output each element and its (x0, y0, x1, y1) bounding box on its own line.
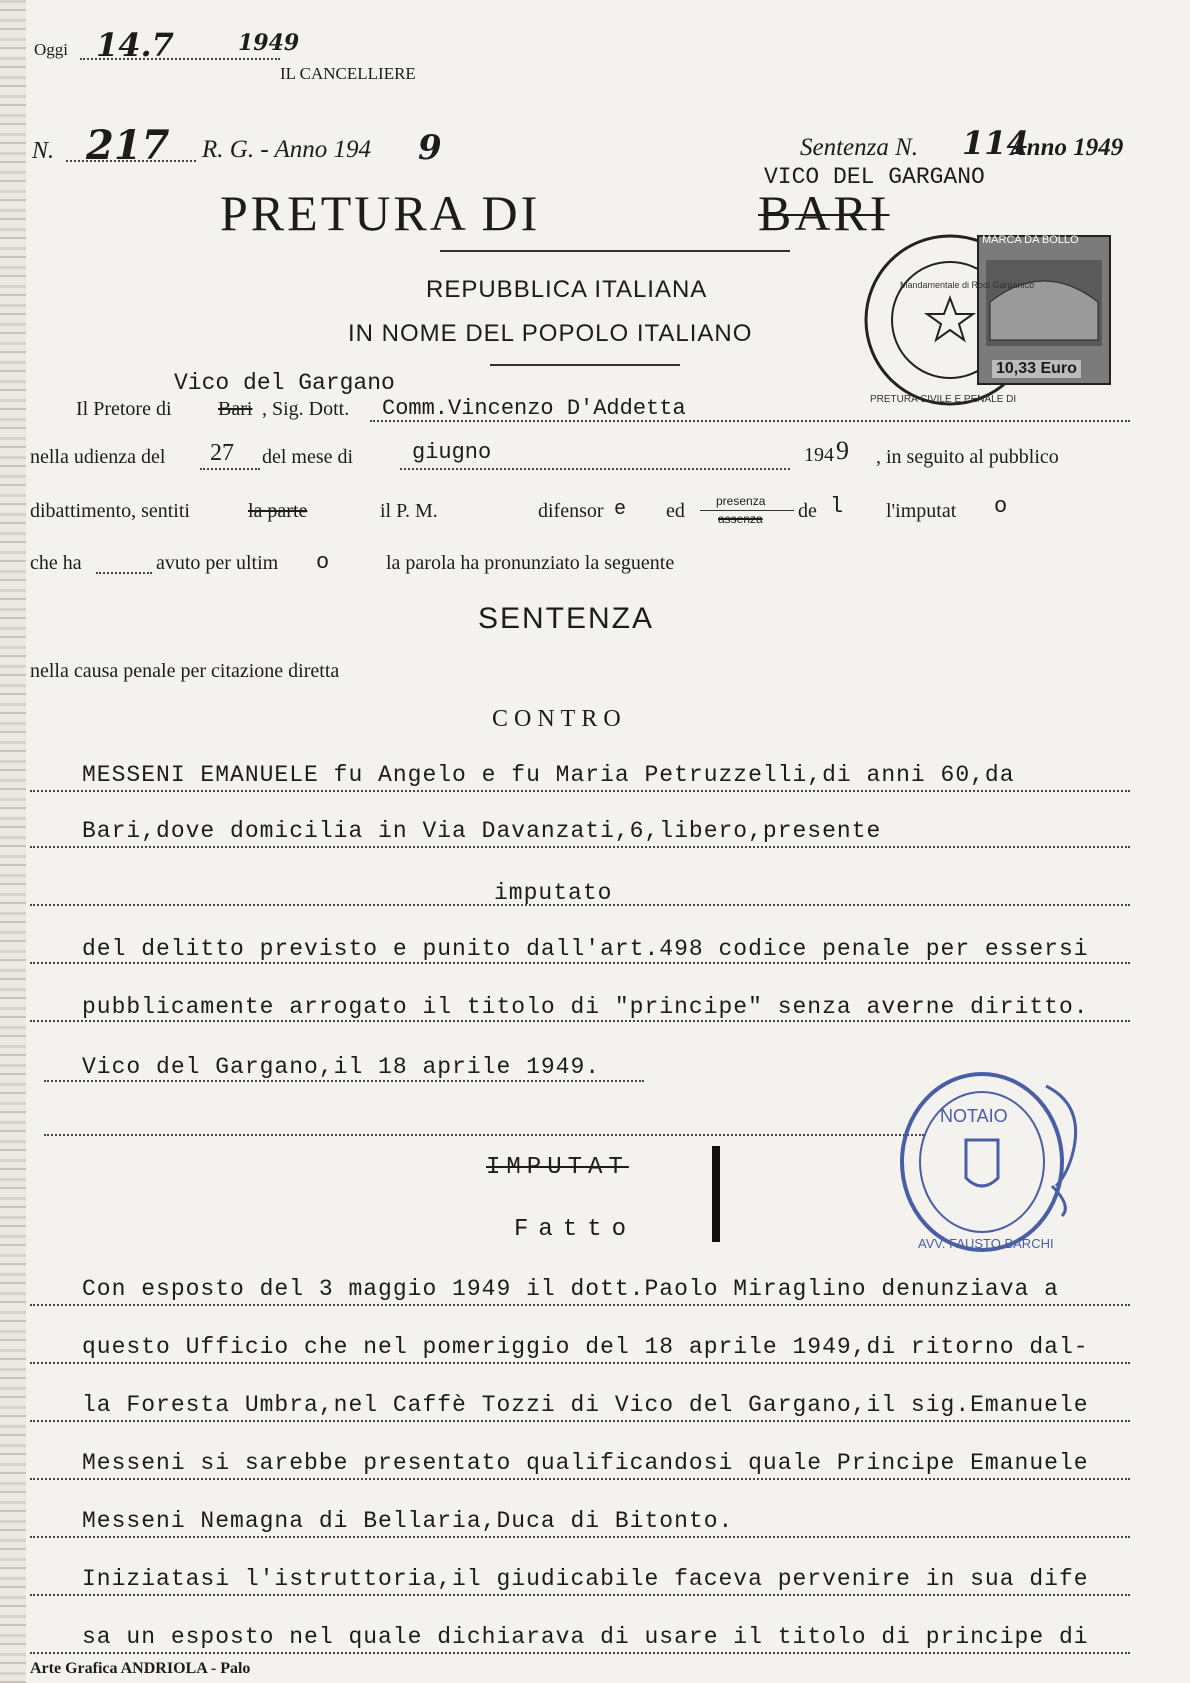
causa-label: nella causa penale per citazione diretta (30, 660, 340, 682)
marca-label: MARCA DA BOLLO (982, 234, 1079, 246)
title-underline (440, 250, 790, 252)
notary-seal-icon (896, 1066, 1092, 1262)
pretura-title: PRETURA DI (220, 185, 541, 241)
udienza-day: 27 (210, 440, 234, 466)
de-fill: l (830, 494, 844, 519)
fatto-line-1: Con esposto del 3 maggio 1949 il dott.Paolo Miraglino denunziava a (82, 1276, 1059, 1302)
anno-prefix: 194 (804, 444, 834, 466)
in-nome-underline (490, 364, 680, 366)
pm-label: il P. M. (380, 500, 438, 522)
la-parte-struck: la parte (248, 500, 308, 522)
ed-label: ed (666, 500, 685, 522)
marca-da-bollo-stamp (860, 230, 1120, 410)
pretore-rest: , Sig. Dott. (262, 398, 350, 420)
accused-line-5: Vico del Gargano,il 18 aprile 1949. (82, 1054, 601, 1080)
difensor-fill: e (614, 498, 627, 521)
bollo-ring-text: PRETURA CIVILE E PENALE DI (870, 394, 1017, 405)
presenza-label: presenza (716, 494, 766, 508)
printer-footer: Arte Grafica ANDRIOLA - Palo (30, 1660, 251, 1677)
fatto-dotline-2 (30, 1362, 1130, 1364)
accused-dotline-6 (44, 1080, 644, 1082)
repubblica-label: REPUBBLICA ITALIANA (426, 276, 708, 303)
n-value: 217 (86, 122, 170, 169)
bollo-inner-text: Mandamentale di Rodi Garganico (900, 280, 1035, 290)
fatto-dotline-5 (30, 1536, 1130, 1538)
pretore-struck: Bari (218, 398, 253, 420)
presenza-divider (700, 510, 794, 511)
accused-line-4: pubblicamente arrogato il titolo di "principe" senza averne diritto. (82, 994, 1089, 1020)
pretore-name: Comm.Vincenzo D'Addetta (382, 396, 686, 421)
mese-value: giugno (412, 440, 492, 465)
fatto-dotline-4 (30, 1478, 1130, 1480)
mese-dotline (400, 468, 790, 470)
imputat-struck: IMPUTAT (486, 1154, 629, 1181)
accused-line-3: del delitto previsto e punito dall'art.498 codice penale per essersi (82, 936, 1089, 962)
seal-icon (860, 230, 1120, 410)
bari-struck: BARI (758, 185, 890, 241)
accused-dotline-2 (30, 846, 1130, 848)
oggi-label: Oggi (34, 40, 68, 59)
fatto-line-4: Messeni si sarebbe presentato qualificandosi quale Principe Emanuele (82, 1450, 1089, 1476)
scan-edge-noise (0, 0, 26, 1683)
parola-label: la parola ha pronunziato la seguente (386, 552, 675, 574)
fatto-line-3: la Foresta Umbra,nel Caffè Tozzi di Vico del Gargano,il sig.Emanuele (82, 1392, 1089, 1418)
fatto-line-5: Messeni Nemagna di Bellaria,Duca di Bitonto. (82, 1508, 734, 1534)
de-label: de (798, 500, 817, 522)
sentenza-label: Sentenza N. (800, 134, 919, 161)
fatto-heading: Fatto (514, 1216, 637, 1243)
imputat-label: l'imputat (886, 500, 957, 522)
ink-mark (712, 1146, 720, 1242)
accused-dotline-4 (30, 962, 1130, 964)
che-ha-label: che ha (30, 552, 82, 574)
difensor-label: difensor (538, 500, 604, 522)
notary-top: NOTAIO (940, 1106, 1008, 1126)
imputato-label: imputato (494, 880, 613, 906)
sentenza-anno: Anno 1949 (1010, 134, 1124, 161)
assenza-struck: assenza (718, 512, 763, 526)
fatto-dotline-3 (30, 1420, 1130, 1422)
oggi-year: 1949 (238, 30, 300, 56)
che-ha-dotline (96, 572, 152, 574)
fatto-dotline-6 (30, 1594, 1130, 1596)
anno-suffix: 9 (836, 436, 849, 465)
udienza-label: nella udienza del (30, 446, 166, 468)
rg-year: 9 (418, 128, 442, 168)
fatto-dotline-1 (30, 1304, 1130, 1306)
oggi-date: 14.7 (96, 26, 174, 64)
accused-dotline-1 (30, 790, 1130, 792)
avuto-fill: o (316, 550, 330, 575)
accused-line-2: Bari,dove domicilia in Via Davanzati,6,libero,presente (82, 818, 882, 844)
sentenza-heading: SENTENZA (478, 602, 655, 635)
fatto-line-2: questo Ufficio che nel pomeriggio del 18 aprile 1949,di ritorno dal- (82, 1334, 1089, 1360)
avuto-label: avuto per ultim (156, 552, 279, 574)
vico-typed-header: VICO DEL GARGANO (764, 164, 985, 190)
bollo-value: 10,33 Euro (992, 360, 1081, 378)
notary-ring: AVV. FAUSTO BARCHI (918, 1236, 1054, 1251)
notary-stamp (896, 1066, 1092, 1262)
dibattimento-label: dibattimento, sentiti (30, 500, 190, 522)
accused-line-1: MESSENI EMANUELE fu Angelo e fu Maria Petruzzelli,di anni 60,da (82, 762, 1015, 788)
in-nome-label: IN NOME DEL POPOLO ITALIANO (348, 320, 753, 347)
n-label: N. (32, 138, 55, 164)
fatto-line-7: sa un esposto nel quale dichiarava di usare il titolo di principe di (82, 1624, 1089, 1650)
contro-heading: CONTRO (492, 706, 627, 732)
seguito-label: , in seguito al pubblico (876, 446, 1059, 468)
cancelliere-label: IL CANCELLIERE (280, 64, 416, 83)
mese-label: del mese di (262, 446, 354, 468)
imputat-fill: o (994, 494, 1008, 519)
fatto-dotline-7 (30, 1652, 1130, 1654)
rg-label: R. G. - Anno 194 (202, 136, 371, 163)
fatto-line-6: Iniziatasi l'istruttoria,il giudicabile faceva pervenire in sua dife (82, 1566, 1089, 1592)
accused-dotline-5 (30, 1020, 1130, 1022)
vico-typed-pretore: Vico del Gargano (174, 370, 395, 396)
sentenza-value: 114 (962, 124, 1029, 162)
pretore-label: Il Pretore di (76, 398, 172, 420)
accused-dotline-7 (44, 1134, 924, 1136)
udienza-dotline (200, 468, 260, 470)
